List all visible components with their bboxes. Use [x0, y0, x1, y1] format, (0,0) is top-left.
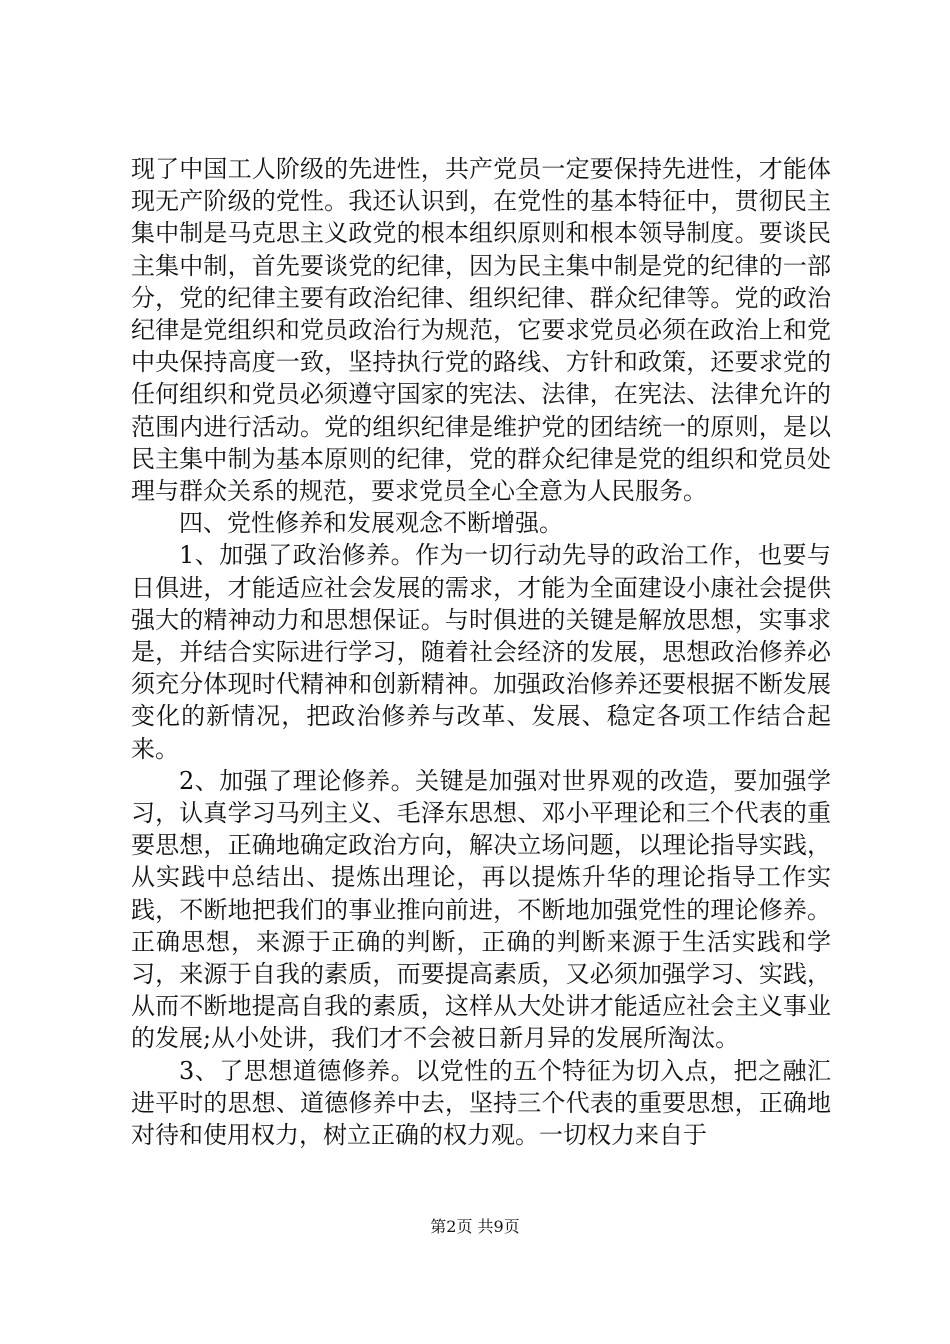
- body-paragraph: 2、加强了理论修养。关键是加强对世界观的改造，要加强学习，认真学习马列主义、毛泽东思想、邓小平理论和三个代表的重要思想，正确地确定政治方向，解决立场问题，以理论指导实践，从实践中总结出、提炼出理论，再以提炼升华的理论指导工作实践，不断地把我们的事业推向前进，不断地加强党性的理论修养。正确思想，来源于正确的判断，正确的判断来源于生活实践和学习，来源于自我的素质，而要提高素质，又必须加强学习、实践，从而不断地提高自我的素质，这样从大处讲才能适应社会主义事业的发展;从小处讲，我们才不会被日新月异的发展所淘汰。: [131, 766, 831, 1053]
- body-paragraph: 1、加强了政治修养。作为一切行动先导的政治工作，也要与日俱进，才能适应社会发展的需求，才能为全面建设小康社会提供强大的精神动力和思想保证。与时俱进的关键是解放思想，实事求是，并结合实际进行学习，随着社会经济的发展，思想政治修养必须充分体现时代精神和创新精神。加强政治修养还要根据不断发展变化的新情况，把政治修养与改革、发展、稳定各项工作结合起来。: [131, 541, 831, 763]
- document-body: [131, 153, 831, 1151]
- body-paragraph: 现了中国工人阶级的先进性，共产党员一定要保持先进性，才能体现无产阶级的党性。我还认识到，在党性的基本特征中，贯彻民主集中制是马克思主义政党的根本组织原则和根本领导制度。要谈民主集中制，首先要谈党的纪律，因为民主集中制是党的纪律的一部分，党的纪律主要有政治纪律、组织纪律、群众纪律等。党的政治纪律是党组织和党员政治行为规范，它要求党员必须在政治上和党中央保持高度一致，坚持执行党的路线、方针和政策，还要求党的任何组织和党员必须遵守国家的宪法、法律，在宪法、法律允许的范围内进行活动。党的组织纪律是维护党的团结统一的原则，是以民主集中制为基本原则的纪律，党的群众纪律是党的组织和党员处理与群众关系的规范，要求党员全心全意为人民服务。: [131, 155, 831, 506]
- body-paragraph: 3、了思想道德修养。以党性的五个特征为切入点，把之融汇进平时的思想、道德修养中去，坚持三个代表的重要思想，正确地对待和使用权力，树立正确的权力观。一切权力来自于: [131, 1056, 831, 1150]
- page-number-footer: 第2页 共9页: [430, 1217, 520, 1236]
- section-heading: 四、党性修养和发展观念不断增强。: [179, 509, 563, 538]
